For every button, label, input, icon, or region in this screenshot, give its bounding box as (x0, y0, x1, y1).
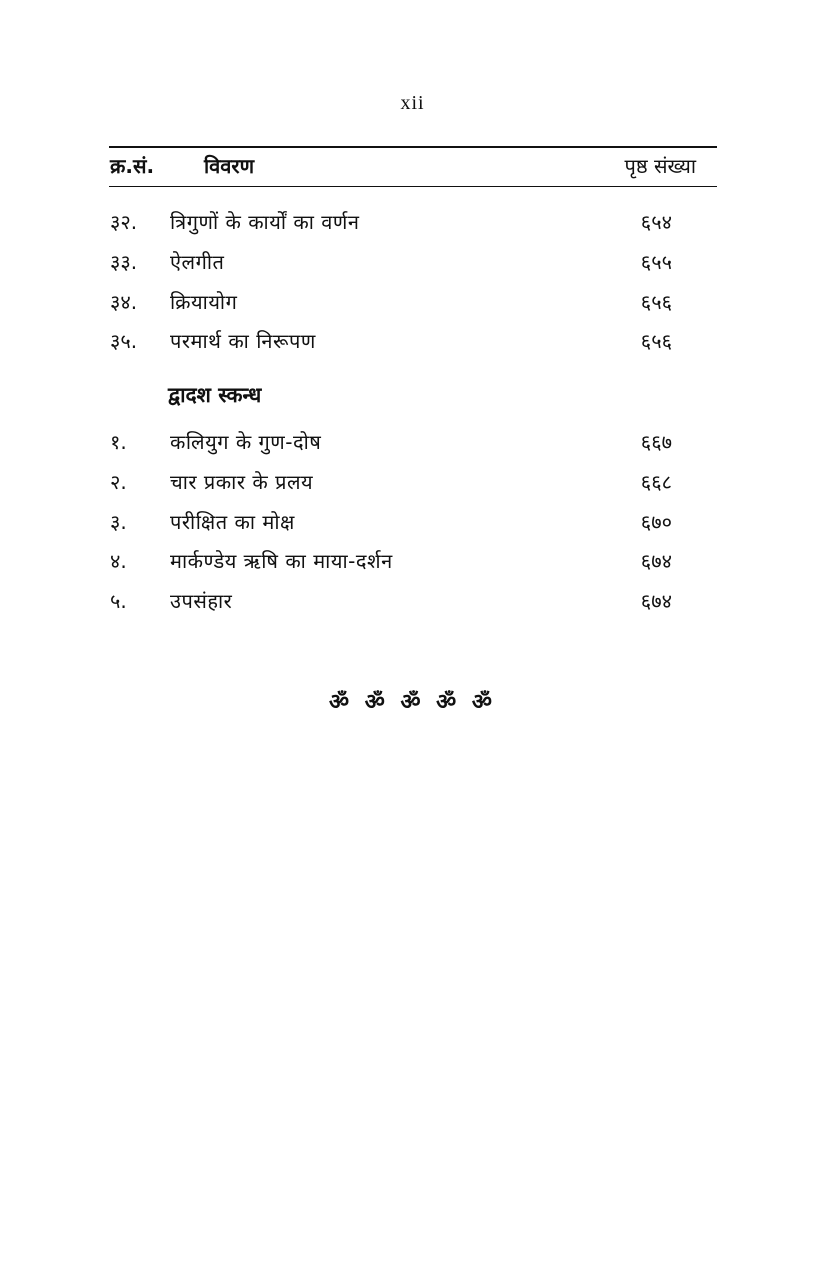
entry-page: ६५४ (640, 210, 672, 234)
entry-number: ४. (110, 549, 127, 573)
entry-page: ६७४ (640, 589, 672, 613)
toc-row (0, 248, 825, 278)
entry-page: ६५६ (640, 329, 672, 353)
toc-row (0, 428, 825, 458)
entry-page: ६६८ (640, 470, 672, 494)
entry-title: परीक्षित का मोक्ष (170, 510, 295, 534)
entry-title: मार्कण्डेय ऋषि का माया-दर्शन (170, 549, 393, 573)
entry-page: ६५६ (640, 290, 672, 314)
entry-number: २. (110, 470, 127, 494)
toc-row (0, 587, 825, 617)
section-heading: द्वादश स्कन्ध (168, 383, 262, 407)
entry-title: ऐलगीत (170, 250, 225, 274)
om-symbols-footer: ॐ ॐ ॐ ॐ ॐ (329, 690, 496, 715)
entry-title: कलियुग के गुण-दोष (170, 430, 322, 454)
entry-number: ३३. (110, 250, 138, 274)
toc-row (0, 208, 825, 238)
header-page-number: पृष्ठ संख्या (624, 154, 696, 178)
table-header-rule (109, 186, 717, 187)
toc-row (0, 508, 825, 538)
entry-number: ३. (110, 510, 127, 534)
page-number: xii (400, 92, 425, 114)
header-serial: क्र.सं. (110, 154, 155, 178)
toc-row (0, 468, 825, 498)
entry-page: ६७४ (640, 549, 672, 573)
entry-number: ५. (110, 589, 127, 613)
header-description: विवरण (204, 154, 255, 178)
toc-row (0, 327, 825, 357)
entry-number: १. (110, 430, 127, 454)
entry-title: चार प्रकार के प्रलय (170, 470, 314, 494)
entry-number: ३४. (110, 290, 138, 314)
toc-row (0, 288, 825, 318)
table-header (0, 152, 825, 182)
entry-title: त्रिगुणों के कार्यों का वर्णन (170, 210, 360, 234)
entry-number: ३२. (110, 210, 138, 234)
table-top-rule (109, 146, 717, 148)
toc-row (0, 547, 825, 577)
entry-title: क्रियायोग (170, 290, 238, 314)
entry-number: ३५. (110, 329, 138, 353)
entry-page: ६५५ (640, 250, 672, 274)
entry-page: ६७० (640, 510, 672, 534)
entry-title: उपसंहार (170, 589, 233, 613)
entry-page: ६६७ (640, 430, 672, 454)
entry-title: परमार्थ का निरूपण (170, 329, 316, 353)
